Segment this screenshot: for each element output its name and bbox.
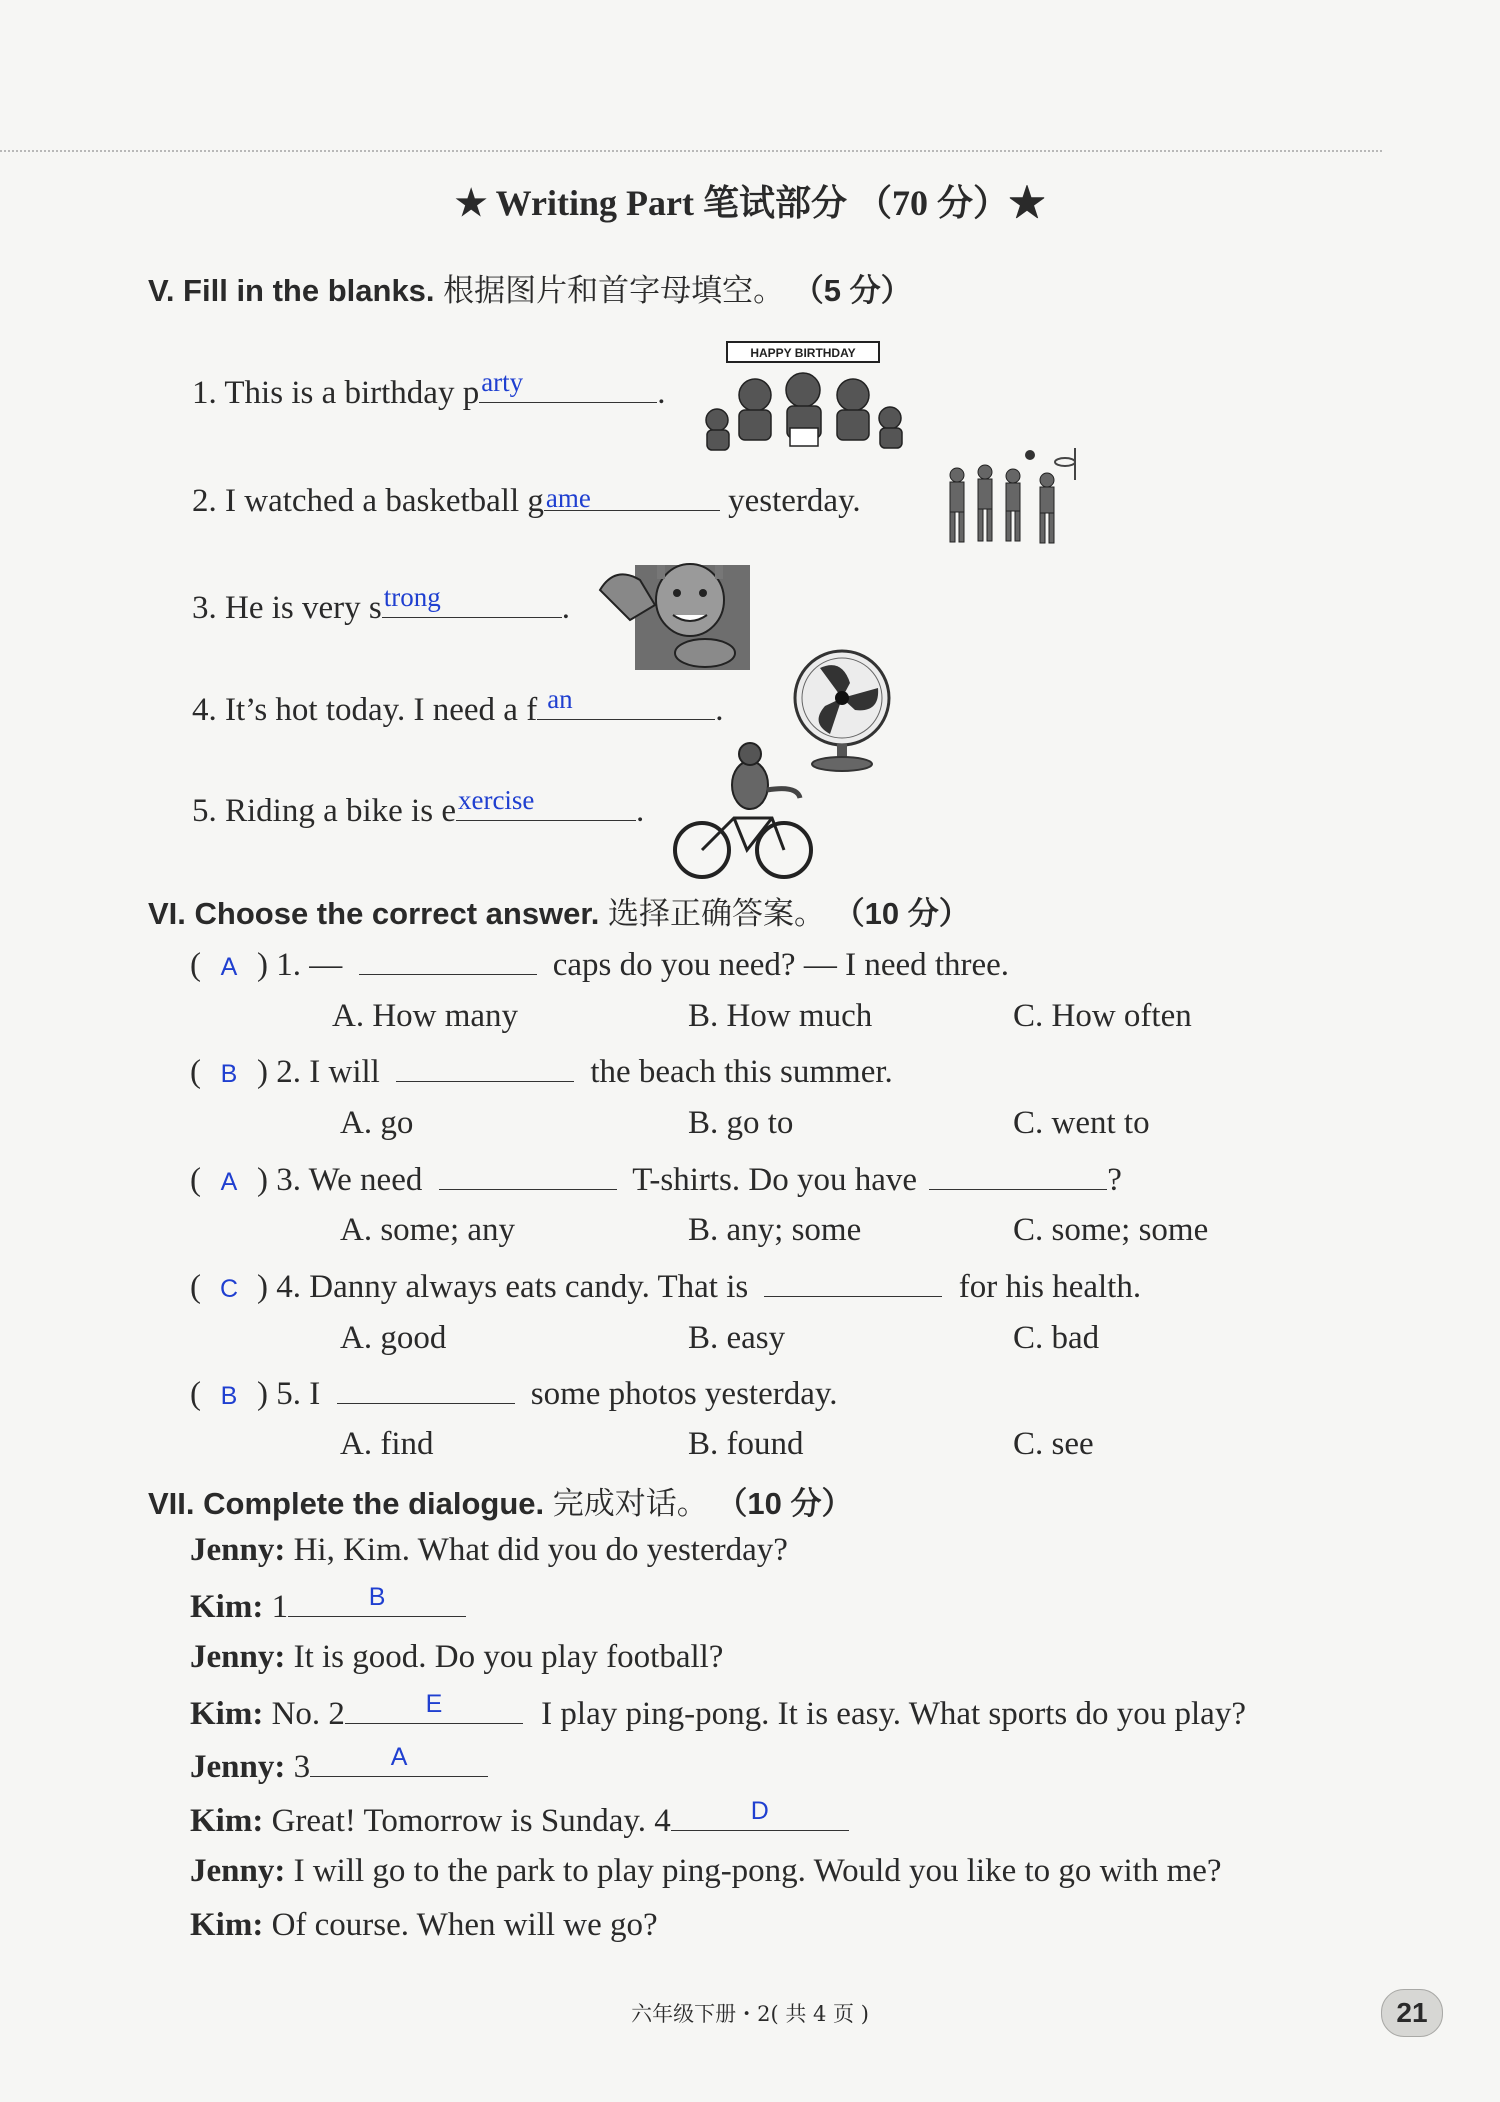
page-number-badge: 21 [1381,1989,1443,2037]
option-4a: A. good [340,1320,447,1356]
answer-slot-1[interactable]: A [220,953,238,981]
option-3c: C. some; some [1013,1212,1209,1248]
dialogue-blank-1[interactable]: B [288,1586,466,1617]
dialogue-blank-3[interactable]: A [310,1746,488,1777]
answer-slot-4[interactable]: C [219,1275,239,1303]
question-blank [764,1266,942,1297]
option-1a: A. How many [332,998,519,1034]
option-2b: B. go to [688,1105,794,1141]
choice-question-2: ( B ) 2. I will the beach this summer. [190,1051,893,1091]
question-blank [439,1159,617,1190]
dialogue-line-4: Kim: No. 2 E I play ping-pong. It is easy. What sports do you play? [190,1690,1246,1732]
option-1b: B. How much [688,998,873,1034]
dialogue-line-8: Kim: Of course. When will we go? [190,1907,658,1943]
fill-item-3: 3. He is very s trong . [192,582,570,626]
fill-blank-1[interactable]: arty [479,372,657,403]
fill-blank-3[interactable]: trong [382,587,562,618]
fill-blank-2[interactable]: ame [544,480,720,511]
dialogue-blank-4[interactable]: D [671,1800,849,1831]
fill-item-1: 1. This is a birthday p arty . [192,367,666,411]
choice-question-1: ( A ) 1. — caps do you need? — I need three. [190,944,1009,984]
choice-question-5: ( B ) 5. I some photos yesterday. [190,1373,837,1413]
dialogue-line-3: Jenny: It is good. Do you play football? [190,1639,724,1675]
option-1c: C. How often [1013,998,1192,1034]
option-4b: B. easy [688,1320,786,1356]
dialogue-line-5: Jenny: 3 A [190,1746,488,1786]
dialogue-line-2: Kim: 1 B [190,1586,466,1626]
fill-blank-5[interactable]: xercise [456,790,636,821]
option-4c: C. bad [1013,1320,1100,1356]
question-blank [396,1051,574,1082]
dialogue-line-1: Jenny: Hi, Kim. What did you do yesterday? [190,1532,788,1568]
question-blank [359,944,537,975]
option-3b: B. any; some [688,1212,862,1248]
page-title: ★ Writing Part 笔试部分 （70 分）★ [455,183,1045,223]
option-5a: A. find [340,1426,434,1462]
birthday-banner-text: HAPPY BIRTHDAY [750,346,856,360]
option-3a: A. some; any [340,1212,516,1248]
choice-question-4: ( C ) 4. Danny always eats candy. That is for his health. [190,1266,1141,1306]
choice-question-3: ( A ) 3. We need T-shirts. Do you have ? [190,1159,1122,1199]
bike-riding-picture [672,740,817,880]
question-blank [929,1159,1107,1190]
dialogue-blank-2[interactable]: E [345,1693,523,1724]
birthday-party-picture [695,340,910,455]
dialogue-line-6: Kim: Great! Tomorrow is Sunday. 4 D [190,1800,849,1840]
page-footer: 六年级下册・2( 共 4 页 ) [631,2002,869,2026]
fill-item-4: 4. It’s hot today. I need a f an . [192,684,724,728]
fill-blank-4[interactable]: an [537,689,715,720]
fill-item-2: 2. I watched a basketball g ame yesterday. [192,480,861,520]
option-2c: C. went to [1013,1105,1150,1141]
basketball-game-picture [935,440,1100,555]
header-divider [0,150,1382,152]
fill-item-5: 5. Riding a bike is e xercise . [192,785,645,829]
section-vii-heading: VII. Complete the dialogue. 完成对话。 （10 分） [148,1486,853,1522]
option-2a: A. go [340,1105,414,1141]
dialogue-line-7: Jenny: I will go to the park to play ping-pong. Would you like to go with me? [190,1853,1222,1889]
answer-slot-2[interactable]: B [220,1060,238,1088]
section-vi-heading: VI. Choose the correct answer. 选择正确答案。 （10 分） [148,896,970,932]
option-5b: B. found [688,1426,804,1462]
answer-slot-3[interactable]: A [220,1168,238,1196]
question-blank [337,1373,515,1404]
strong-character-picture [595,545,750,670]
option-5c: C. see [1013,1426,1094,1462]
answer-slot-5[interactable]: B [220,1382,238,1410]
section-v-heading: V. Fill in the blanks. 根据图片和首字母填空。 （5 分） [148,273,912,309]
